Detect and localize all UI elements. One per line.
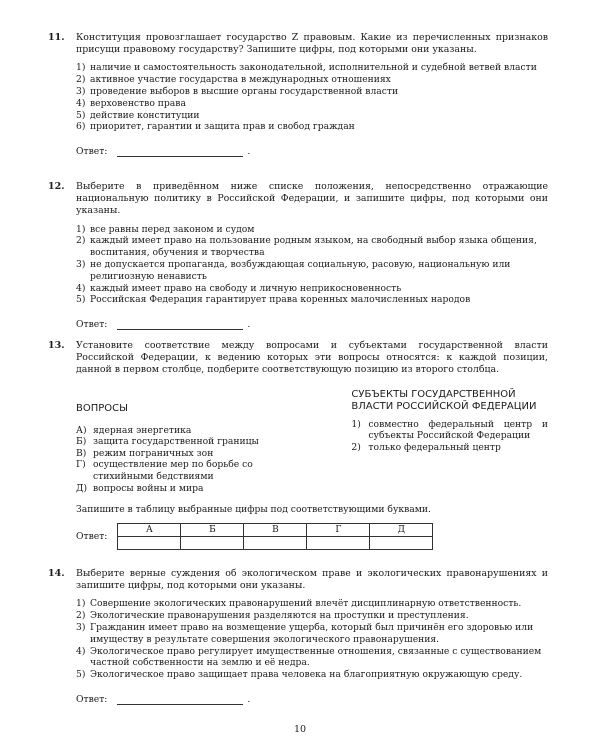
- list-item: 1) наличие и самостоятельность законодательной, исполнительной и судебной ветвей власти: [76, 62, 537, 74]
- list-item: Г) осуществление мер по борьбе со стихийными бедствиями: [76, 459, 253, 482]
- task-number: 11.: [48, 32, 65, 43]
- answer-label: Ответ:: [76, 693, 108, 705]
- task-13: [48, 340, 548, 550]
- list-item: 1) совместно федеральный центр и субъекты Российской Федерации: [351, 418, 548, 442]
- list-item: 1) Совершение экологических правонарушений влечёт дисциплинарную ответственность.: [76, 598, 522, 610]
- page-number: 10: [293, 724, 307, 735]
- table-header-cell: Г: [307, 524, 370, 537]
- list-item: 4) Экологическое право регулирует имущественные отношения, связанные с существованием частной собственности на землю и её недра.: [76, 645, 542, 669]
- options-list: [76, 224, 548, 307]
- list-item: 5) действие конституции: [76, 109, 200, 121]
- task-11: [48, 32, 548, 157]
- list-item: 5) Экологическое право защищает права человека на благоприятную окружающую среду.: [76, 669, 523, 681]
- options-list: [76, 62, 548, 133]
- list-item: 4) каждый имеет право на свободу и личную неприкосновенность: [76, 282, 402, 294]
- answer-cell[interactable]: [118, 537, 181, 550]
- list-item: 1) все равны перед законом и судом: [76, 223, 255, 235]
- table-header-cell: А: [118, 524, 181, 537]
- list-item: 4) верховенство права: [76, 97, 186, 109]
- options-list: [76, 598, 548, 681]
- answer-label: Ответ:: [76, 319, 108, 331]
- list-item: 2) каждый имеет право на пользование родным языком, на свободный выбор языка общения, воспитания, обучения и творчества: [76, 235, 537, 259]
- task-number: 13.: [48, 340, 65, 351]
- answer-input-line[interactable]: [117, 147, 243, 157]
- task-number: 14.: [48, 568, 65, 579]
- list-item: Д) вопросы войны и мира: [76, 482, 204, 494]
- table-header-cell: В: [244, 524, 307, 537]
- matching-columns: [76, 389, 548, 495]
- subjects-column: [351, 389, 548, 495]
- list-item: 3) проведение выборов в высшие органы государственной власти: [76, 86, 399, 97]
- answer-row: Ответ: .: [76, 319, 251, 331]
- answer-cell[interactable]: [181, 537, 244, 550]
- answer-cell[interactable]: [307, 537, 370, 550]
- task-14: [48, 568, 548, 705]
- task-question: Выберите в приведённом ниже списке положения, непосредственно отражающие национальную политику в Российской Федерации, и запишите цифры, под которыми они указаны.: [76, 181, 548, 217]
- questions-column: [76, 389, 341, 495]
- task-12: [48, 181, 548, 330]
- column-header: ВОПРОСЫ: [76, 402, 128, 414]
- list-item: В) режим пограничных зон: [76, 447, 214, 459]
- answer-input-line[interactable]: [117, 320, 243, 330]
- answer-cell[interactable]: [244, 537, 307, 550]
- list-item: 2) только федеральный центр: [351, 441, 501, 453]
- list-item: 2) активное участие государства в международных отношениях: [76, 74, 391, 86]
- answer-row: Ответ: .: [76, 693, 251, 705]
- task-question: Конституция провозглашает государство Z правовым. Какие из перечисленных признаков присущи правовому государству? Запишите цифры, под которыми они указаны.: [76, 32, 548, 56]
- list-item: 6) приоритет, гарантии и защита прав и свобод граждан: [76, 121, 355, 133]
- task-number: 12.: [48, 181, 65, 192]
- answer-table: [117, 523, 433, 550]
- task-question: Установите соответствие между вопросами и субъектами государственной власти Российской Федерации, к ведению которых эти вопросы относятся: к каждой позиции, данной в первом столбце, подберите соответствующую позицию из второго столбца.: [76, 340, 548, 376]
- table-caption: Запишите в таблицу выбранные цифры под соответствующими буквами.: [76, 504, 431, 516]
- answer-table-row: [76, 523, 548, 550]
- table-header-cell: Б: [181, 524, 244, 537]
- list-item: 3) Гражданин имеет право на возмещение ущерба, который был причинён его здоровью или имуществу в результате совершения экологического правонарушения.: [76, 622, 534, 645]
- column-header: СУБЪЕКТЫ ГОСУДАРСТВЕННОЙ ВЛАСТИ РОССИЙСКОЙ ФЕДЕРАЦИИ: [351, 388, 537, 412]
- table-header-cell: Д: [370, 524, 433, 537]
- task-question: Выберите верные суждения об экологическом праве и экологических правонарушениях и запишите цифры, под которыми они указаны.: [76, 568, 548, 592]
- answer-row: Ответ: .: [76, 146, 251, 158]
- list-item: 5) Российская Федерация гарантирует права коренных малочисленных народов: [76, 294, 471, 306]
- answer-label: Ответ:: [76, 531, 108, 543]
- answer-cell[interactable]: [370, 537, 433, 550]
- list-item: А) ядерная энергетика: [76, 424, 192, 436]
- list-item: 2) Экологические правонарушения разделяются на проступки и преступления.: [76, 610, 469, 622]
- answer-label: Ответ:: [76, 146, 108, 158]
- answer-input-line[interactable]: [117, 695, 243, 705]
- list-item: Б) защита государственной границы: [76, 436, 259, 448]
- list-item: 3) не допускается пропаганда, возбуждающая социальную, расовую, национальную или религиозную ненависть: [76, 259, 511, 282]
